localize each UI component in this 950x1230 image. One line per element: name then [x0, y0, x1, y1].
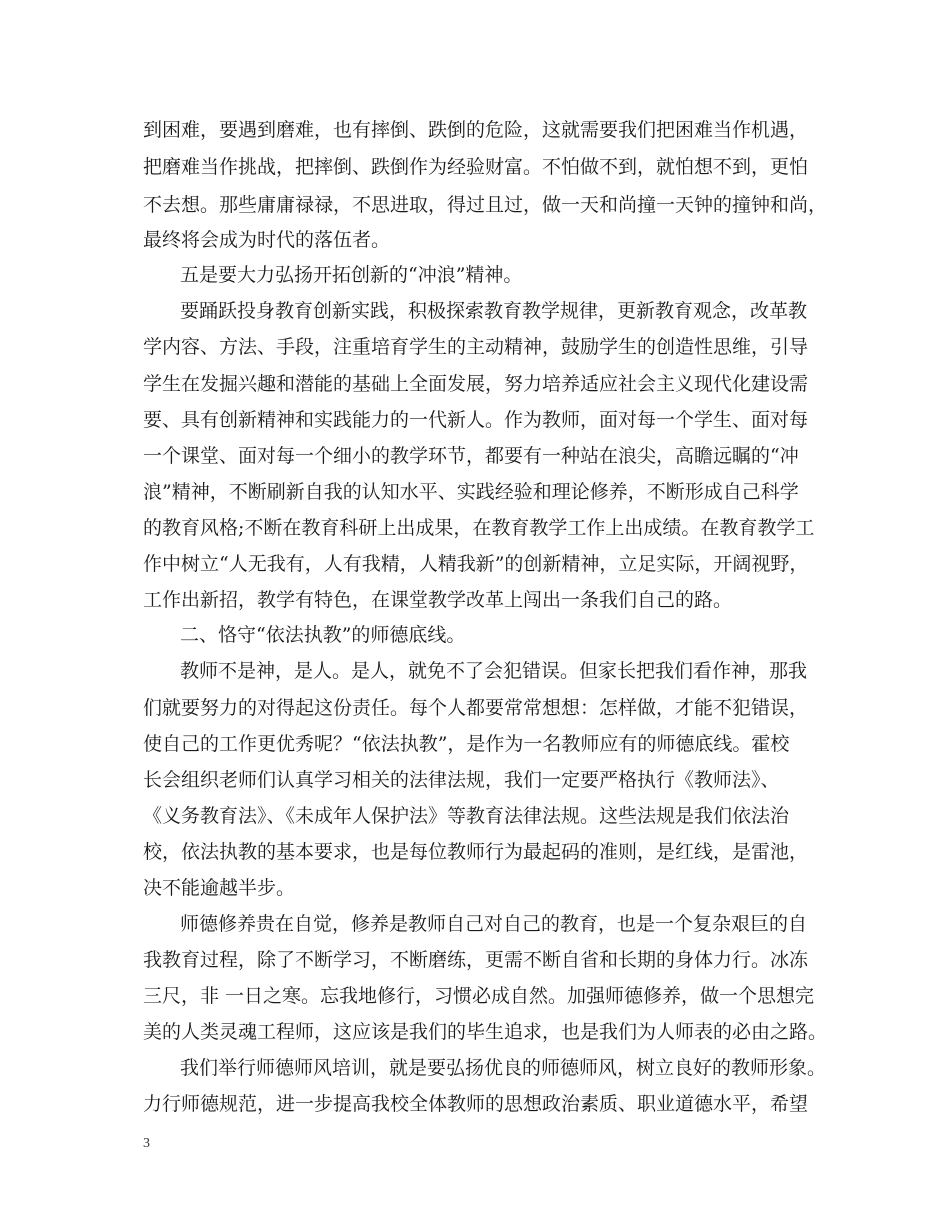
text-line: 要踊跃投身教育创新实践，积极探索教育教学规律，更新教育观念，改革教: [180, 300, 808, 322]
heading-line: 五是要大力弘扬开拓创新的“冲浪”精神。: [180, 264, 523, 286]
text-line: 长会组织老师们认真学习相关的法律法规，我们一定要严格执行《教师法》、: [143, 769, 780, 791]
text-line: 工作出新招，教学有特色，在课堂教学改革上闯出一条我们自己的路。: [143, 589, 733, 611]
text-line: 我教育过程，除了不断学习，不断磨练，更需不断自省和长期的身体力行。冰冻: [143, 949, 809, 971]
text-line: 决不能逾越半步。: [143, 877, 296, 899]
text-line: 浪”精神，不断刷新自我的认知水平、实践经验和理论修养，不断形成自己科学: [143, 481, 799, 503]
text-line: 校，依法执教的基本要求，也是每位教师行为最起码的准则，是红线，是雷池，: [143, 841, 809, 863]
text-line: 三尺，非 一日之寒。忘我地修行，习惯必成自然。加强师德修养，做一个思想完: [143, 985, 815, 1007]
text-line: 我们举行师德师风培训，就是要弘扬优良的师德师风，树立良好的教师形象。: [180, 1057, 827, 1079]
text-line: 师德修养贵在自觉，修养是教师自己对自己的教育，也是一个复杂艰巨的自: [180, 913, 808, 935]
text-line: 一个课堂、面对每一个细小的教学环节，都要有一种站在浪尖，高瞻远瞩的“冲: [143, 445, 799, 467]
page-number: 3: [143, 1136, 150, 1151]
text-line: 不去想。那些庸庸禄禄，不思进取，得过且过，做一天和尚撞一天钟的撞钟和尚，: [143, 194, 828, 216]
text-line: 的教育风格;不断在教育科研上出成果，在教育教学工作上出成绩。在教育教学工: [143, 517, 815, 539]
text-line: 作中树立“人无我有，人有我精，人精我新”的创新精神，立足实际，开阔视野，: [143, 553, 809, 575]
heading-line: 二、恪守“依法执教”的师德底线。: [180, 624, 466, 646]
text-line: 把磨难当作挑战，把摔倒、跌倒作为经验财富。不怕做不到，就怕想不到，更怕: [143, 156, 809, 178]
text-line: 教师不是神，是人。是人，就免不了会犯错误。但家长把我们看作神，那我: [180, 660, 808, 682]
text-line: 力行师德规范，进一步提高我校全体教师的思想政治素质、职业道德水平，希望: [143, 1093, 809, 1115]
text-line: 学内容、方法、手段，注重培育学生的主动精神，鼓励学生的创造性思维，引导: [143, 336, 809, 358]
text-line: 《义务教育法》、《未成年人保护法》等教育法律法规。这些法规是我们依法治: [143, 805, 790, 827]
text-line: 使自己的工作更优秀呢？“依法执教”，是作为一名教师应有的师德底线。霍校: [143, 733, 790, 755]
text-line: 最终将会成为时代的落伍者。: [143, 229, 391, 251]
text-line: 们就要努力的对得起这份责任。每个人都要常常想想：怎样做，才能不犯错误，: [143, 697, 809, 719]
text-line: 美的人类灵魂工程师，这应该是我们的毕生追求，也是我们为人师表的必由之路。: [143, 1021, 828, 1043]
text-line: 要、具有创新精神和实践能力的一代新人。作为教师，面对每一个学生、面对每: [143, 409, 809, 431]
text-line: 学生在发掘兴趣和潜能的基础上全面发展，努力培养适应社会主义现代化建设需: [143, 373, 809, 395]
text-line: 到困难，要遇到磨难，也有摔倒、跌倒的危险，这就需要我们把困难当作机遇，: [143, 119, 809, 141]
